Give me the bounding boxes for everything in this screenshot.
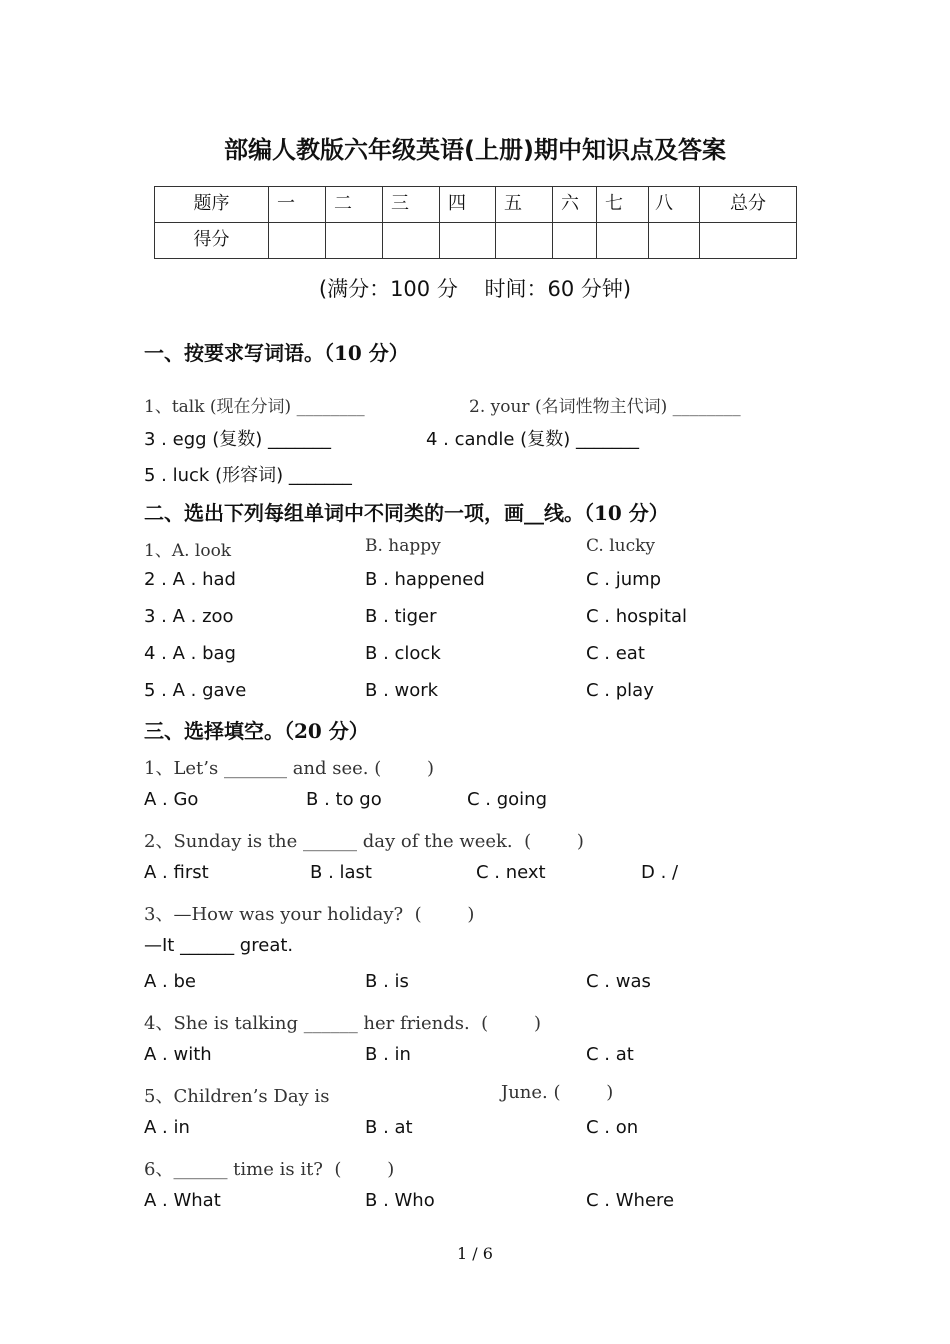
s3-q5-option-c: C . on [586, 1117, 639, 1138]
s2-row-1-c: C. lucky [586, 536, 656, 556]
s3-q4-option-a: A . with [144, 1044, 212, 1065]
s3-q4-option-b: B . in [365, 1044, 411, 1065]
s3-q3-option-a: A . be [144, 971, 196, 992]
s2-row-3-a: 3 . A . zoo [144, 606, 234, 627]
score-input-cell[interactable] [326, 223, 383, 259]
score-table-score-row [155, 223, 797, 259]
s2-row-5-c: C . play [586, 680, 654, 701]
table-cell: 五 [496, 187, 553, 223]
s3-q6-option-a: A . What [144, 1190, 221, 1211]
section-3-heading: 三、选择填空。（20 分） [144, 719, 369, 743]
s3-q6-option-c: C . Where [586, 1190, 675, 1211]
s2-row-4-a: 4 . A . bag [144, 643, 236, 664]
s2-row-2-a: 2 . A . had [144, 569, 236, 590]
table-cell: 题序 [155, 187, 269, 223]
s3-question-2: 2、Sunday is the ______ day of the week. ( ) [144, 831, 584, 852]
page-title: 部编人教版六年级英语(上册)期中知识点及答案 [224, 136, 726, 164]
s2-row-1-b: B. happy [365, 536, 441, 556]
score-input-cell[interactable] [440, 223, 496, 259]
s3-question-5-end: June. ( ) [501, 1082, 614, 1103]
s3-q1-option-c: C . going [467, 789, 548, 810]
s3-q3-option-b: B . is [365, 971, 409, 992]
table-cell: 一 [269, 187, 326, 223]
section-1-heading: 一、按要求写词语。（10 分） [144, 341, 409, 365]
s2-row-4-c: C . eat [586, 643, 645, 664]
s3-q1-option-b: B . to go [306, 789, 382, 810]
s3-q5-option-a: A . in [144, 1117, 190, 1138]
s3-question-6: 6、______ time is it? ( ) [144, 1159, 395, 1180]
exam-meta: (满分：100 分 时间：60 分钟) [318, 277, 632, 301]
s1-question-1: 1、talk (现在分词) ________ [144, 397, 365, 417]
section-2-heading: 二、选出下列每组单词中不同类的一项，画__线。（10 分） [144, 501, 669, 525]
score-input-cell[interactable] [700, 223, 797, 259]
s3-q4-option-c: C . at [586, 1044, 634, 1065]
s1-question-3: 3 . egg (复数) _______ [144, 429, 332, 450]
s2-row-4-b: B . clock [365, 643, 441, 664]
score-input-cell[interactable] [553, 223, 597, 259]
s3-q2-option-c: C . next [476, 862, 546, 883]
score-input-cell[interactable] [496, 223, 553, 259]
s3-q2-option-a: A . first [144, 862, 209, 883]
s3-q6-option-b: B . Who [365, 1190, 435, 1211]
s2-row-2-b: B . happened [365, 569, 485, 590]
score-table-header-row [155, 187, 797, 223]
score-table [154, 186, 797, 259]
table-cell: 总分 [700, 187, 797, 223]
s2-row-5-b: B . work [365, 680, 439, 701]
s3-question-4: 4、She is talking ______ her friends. ( ) [144, 1013, 541, 1034]
s3-q2-option-b: B . last [310, 862, 372, 883]
s1-question-5: 5 . luck (形容词) _______ [144, 465, 352, 486]
score-input-cell[interactable] [383, 223, 440, 259]
s2-row-2-c: C . jump [586, 569, 662, 590]
s3-question-5-start: 5、Children’s Day is [144, 1086, 330, 1107]
s3-q3-option-c: C . was [586, 971, 651, 992]
s3-question-1: 1、Let’s _______ and see. ( ) [144, 758, 435, 779]
s3-q3-line: —It ______ great. [144, 935, 294, 956]
score-input-cell[interactable] [269, 223, 326, 259]
s3-q1-option-a: A . Go [144, 789, 199, 810]
page-number: 1 / 6 [457, 1244, 493, 1263]
s2-row-3-c: C . hospital [586, 606, 688, 627]
s1-question-2: 2. your (名词性物主代词) ________ [469, 397, 741, 417]
table-cell: 得分 [155, 223, 269, 259]
table-cell: 七 [597, 187, 649, 223]
s3-q2-option-d: D . / [641, 862, 679, 883]
table-cell: 三 [383, 187, 440, 223]
table-cell: 二 [326, 187, 383, 223]
table-cell: 六 [553, 187, 597, 223]
score-input-cell[interactable] [597, 223, 649, 259]
s1-question-4: 4 . candle (复数) _______ [426, 429, 639, 450]
table-cell: 八 [649, 187, 700, 223]
score-input-cell[interactable] [649, 223, 700, 259]
s2-row-1-a: 1、A. look [144, 541, 232, 561]
s2-row-3-b: B . tiger [365, 606, 437, 627]
s3-q5-option-b: B . at [365, 1117, 413, 1138]
table-cell: 四 [440, 187, 496, 223]
s3-question-3: 3、—How was your holiday? ( ) [144, 904, 475, 925]
s2-row-5-a: 5 . A . gave [144, 680, 247, 701]
